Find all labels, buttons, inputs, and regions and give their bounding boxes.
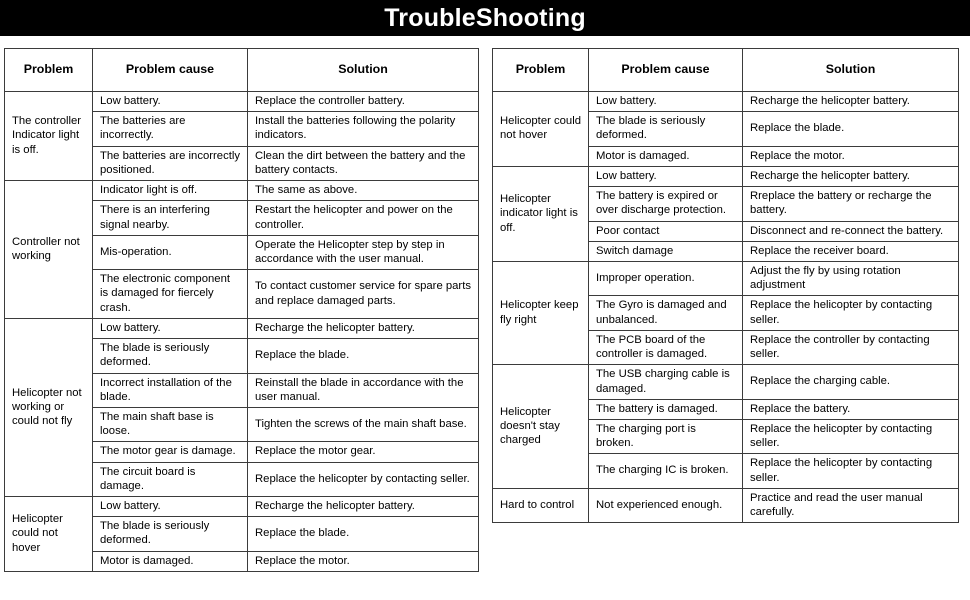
problem-cause-cell: The charging IC is broken. <box>589 454 743 488</box>
problem-cause-cell: Improper operation. <box>589 261 743 295</box>
problem-cause-cell: Mis-operation. <box>93 235 248 269</box>
solution-cell: Operate the Helicopter step by step in accordance with the user manual. <box>248 235 479 269</box>
table-row <box>5 181 479 201</box>
problem-cause-cell: The USB charging cable is damaged. <box>589 365 743 399</box>
table-row <box>5 497 479 517</box>
problem-cause-cell: The batteries are incorrectly positioned. <box>93 146 248 180</box>
problem-cause-cell: Low battery. <box>93 318 248 338</box>
problem-cell: Controller not working <box>5 181 93 319</box>
problem-cause-cell: The Gyro is damaged and unbalanced. <box>589 296 743 330</box>
problem-cause-cell: The motor gear is damage. <box>93 442 248 462</box>
problem-cause-cell: The blade is seriously deformed. <box>589 112 743 146</box>
problem-cause-cell: The battery is damaged. <box>589 399 743 419</box>
column-header-problem-cause: Problem cause <box>93 49 248 92</box>
problem-cause-cell: Low battery. <box>589 166 743 186</box>
problem-cause-cell: There is an interfering signal nearby. <box>93 201 248 235</box>
problem-cell: The controller Indicator light is off. <box>5 92 93 181</box>
table-row <box>493 488 959 522</box>
table-header-row <box>5 49 479 92</box>
problem-cause-cell: The blade is seriously deformed. <box>93 517 248 551</box>
troubleshooting-table-left <box>4 48 478 572</box>
solution-cell: Recharge the helicopter battery. <box>248 497 479 517</box>
table-row <box>493 365 959 399</box>
table-row <box>493 261 959 295</box>
problem-cause-cell: The battery is expired or over discharge protection. <box>589 187 743 221</box>
solution-cell: Replace the controller battery. <box>248 92 479 112</box>
problem-cause-cell: Low battery. <box>589 92 743 112</box>
solution-cell: Replace the motor. <box>743 146 959 166</box>
solution-cell: Replace the helicopter by contacting seller. <box>743 296 959 330</box>
problem-cell: Helicopter not working or could not fly <box>5 318 93 496</box>
solution-cell: Practice and read the user manual carefully. <box>743 488 959 522</box>
column-header-solution: Solution <box>248 49 479 92</box>
solution-cell: Rreplace the battery or recharge the battery. <box>743 187 959 221</box>
problem-cell: Helicopter doesn't stay charged <box>493 365 589 489</box>
problem-cause-cell: Switch damage <box>589 241 743 261</box>
table-body-right <box>493 92 959 523</box>
column-header-problem: Problem <box>493 49 589 92</box>
table-row <box>5 318 479 338</box>
table-body-left <box>5 92 479 572</box>
solution-cell: Replace the helicopter by contacting seller. <box>248 462 479 496</box>
problem-cause-cell: Motor is damaged. <box>93 551 248 571</box>
solution-cell: Clean the dirt between the battery and the battery contacts. <box>248 146 479 180</box>
problem-cause-cell: The batteries are incorrectly. <box>93 112 248 146</box>
problem-cause-cell: Indicator light is off. <box>93 181 248 201</box>
solution-cell: Recharge the helicopter battery. <box>743 92 959 112</box>
table-right <box>492 48 959 523</box>
solution-cell: Replace the controller by contacting seller. <box>743 330 959 364</box>
solution-cell: Reinstall the blade in accordance with the user manual. <box>248 373 479 407</box>
table-left <box>4 48 479 572</box>
solution-cell: Replace the battery. <box>743 399 959 419</box>
solution-cell: Tighten the screws of the main shaft base. <box>248 407 479 441</box>
solution-cell: Replace the helicopter by contacting seller. <box>743 454 959 488</box>
column-header-solution: Solution <box>743 49 959 92</box>
solution-cell: Disconnect and re-connect the battery. <box>743 221 959 241</box>
problem-cell: Hard to control <box>493 488 589 522</box>
problem-cause-cell: Not experienced enough. <box>589 488 743 522</box>
problem-cause-cell: Low battery. <box>93 92 248 112</box>
problem-cause-cell: Low battery. <box>93 497 248 517</box>
solution-cell: To contact customer service for spare parts and replace damaged parts. <box>248 270 479 319</box>
solution-cell: Recharge the helicopter battery. <box>743 166 959 186</box>
solution-cell: Restart the helicopter and power on the controller. <box>248 201 479 235</box>
troubleshooting-table-right <box>492 48 958 523</box>
problem-cause-cell: Incorrect installation of the blade. <box>93 373 248 407</box>
table-row <box>493 92 959 112</box>
table-row <box>493 166 959 186</box>
problem-cause-cell: The circuit board is damage. <box>93 462 248 496</box>
table-row <box>5 92 479 112</box>
solution-cell: Replace the motor. <box>248 551 479 571</box>
solution-cell: The same as above. <box>248 181 479 201</box>
problem-cell: Helicopter keep fly right <box>493 261 589 364</box>
solution-cell: Recharge the helicopter battery. <box>248 318 479 338</box>
solution-cell: Replace the charging cable. <box>743 365 959 399</box>
solution-cell: Replace the blade. <box>743 112 959 146</box>
problem-cause-cell: The charging port is broken. <box>589 419 743 453</box>
problem-cause-cell: The main shaft base is loose. <box>93 407 248 441</box>
solution-cell: Replace the helicopter by contacting seller. <box>743 419 959 453</box>
page-title: TroubleShooting <box>384 3 586 32</box>
column-header-problem-cause: Problem cause <box>589 49 743 92</box>
problem-cause-cell: The blade is seriously deformed. <box>93 339 248 373</box>
problem-cell: Helicopter could not hover <box>5 497 93 572</box>
problem-cause-cell: Motor is damaged. <box>589 146 743 166</box>
problem-cell: Helicopter could not hover <box>493 92 589 167</box>
problem-cell: Helicopter indicator light is off. <box>493 166 589 261</box>
solution-cell: Replace the motor gear. <box>248 442 479 462</box>
problem-cause-cell: Poor contact <box>589 221 743 241</box>
solution-cell: Adjust the fly by using rotation adjustment <box>743 261 959 295</box>
problem-cause-cell: The PCB board of the controller is damaged. <box>589 330 743 364</box>
solution-cell: Replace the receiver board. <box>743 241 959 261</box>
title-banner <box>0 0 970 36</box>
problem-cause-cell: The electronic component is damaged for fiercely crash. <box>93 270 248 319</box>
solution-cell: Replace the blade. <box>248 339 479 373</box>
column-header-problem: Problem <box>5 49 93 92</box>
solution-cell: Replace the blade. <box>248 517 479 551</box>
table-header-row <box>493 49 959 92</box>
solution-cell: Install the batteries following the polarity indicators. <box>248 112 479 146</box>
